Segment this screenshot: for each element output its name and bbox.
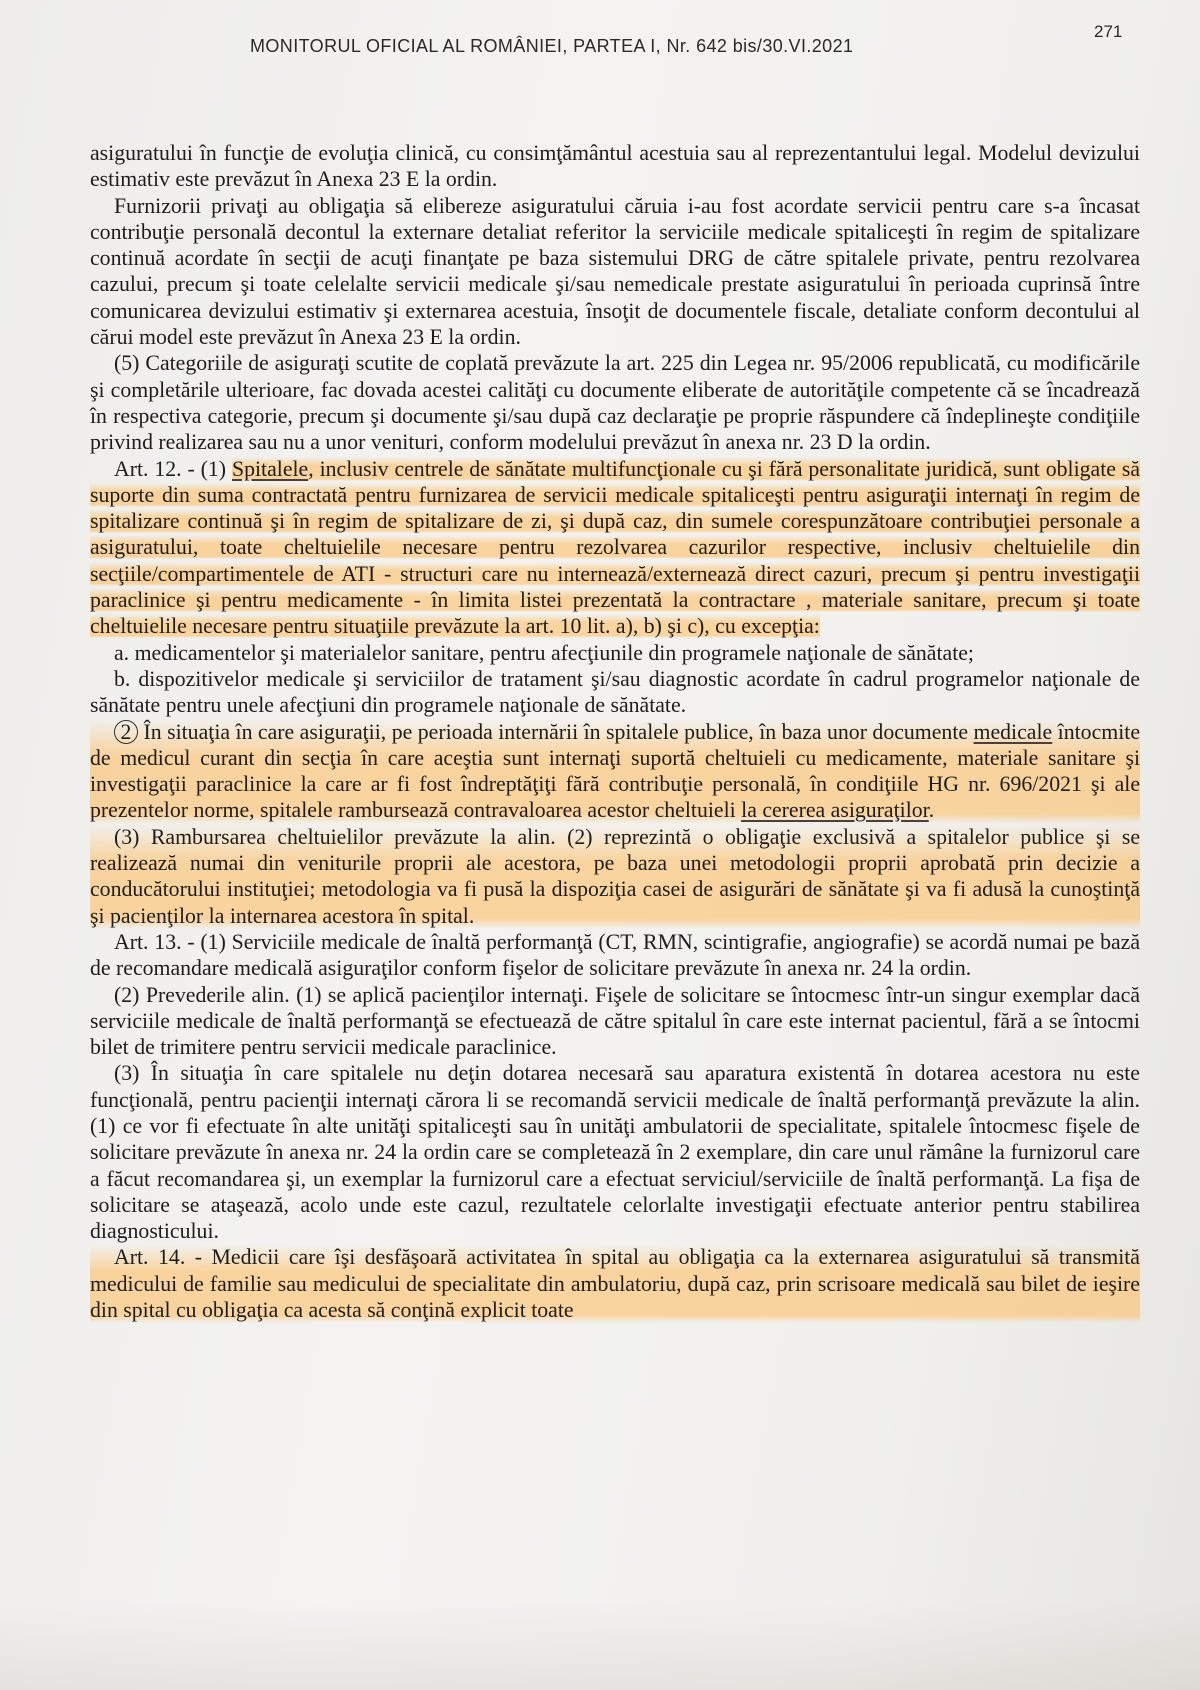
article-13-paragraph-1: Art. 13. - (1) Serviciile medicale de înaltă performanţă (CT, RMN, scintigrafie, angiografie) se acordă numai pe bază de recomandare medicală asiguraţilor conform fişelor de solicitare prevăzute în anexa nr. 24 la ordin.	[90, 929, 1140, 981]
article-12-paragraph-2	[90, 719, 1140, 824]
paragraph-text: întocmite de medicul curant din secţia în care aceştia sunt internaţi suportă cheltuieli cu medicamente, materiale sanitare şi investigaţii paraclinice la care ar fi fost îndreptăţiţi fără contribuţie personală, în condiţiile HG nr. 696/2021 şi ale prezentelor norme, spitalele rambursează contravaloarea acestor cheltuieli	[90, 719, 1140, 823]
article-13-paragraph-3: (3) În situaţia în care spitalele nu deţin dotarea necesară sau aparatura existentă în dotarea acestora nu este funcţională, pentru pacienţii internaţi cărora li se recomandă servicii medicale de înaltă performanţă prevăzute la alin. (1) ce vor fi efectuate în alte unităţi spitaliceşti sau în unităţi ambulatorii de specialitate, spitalele întocmesc fişele de solicitare prevăzute în anexa nr. 24 la ordin care se completează în 2 exemplare, din care unul rămâne la furnizorul care a făcut recomandarea şi, un exemplar la furnizorul care a efectuat serviciul/serviciile de înaltă performanţă. La fişa de solicitare se ataşează, acolo unde este cazul, rezultatele celorlalte investigaţii efectuate anterior pentru stabilirea diagnosticului.	[90, 1061, 1140, 1244]
page-header	[0, 22, 1200, 62]
underlined-text: la cererea asiguraţilor	[741, 798, 929, 823]
underlined-text: medicale	[973, 719, 1053, 744]
highlighted-text: , inclusiv centrele de sănătate multifuncţionale cu şi fără personalitate juridică, sunt obligate să suporte din suma contractată pentru furnizarea de servicii medicale spitaliceşti pentru asiguraţii internaţi în regim de spitalizare continuă şi în regim de spitalizare de zi, şi după caz, din sumele corespunzătoare contribuţiei personale a asiguratului, toate cheltuielile necesare pentru rezolvarea cazurilor respective, inclusiv cheltuielile din secţiile/compartimentele de ATI - structuri care nu internează/externează direct cazuri, precum şi pentru investigaţii paraclinice şi pentru medicamente - în limita listei prezentată la contractare , materiale sanitare, precum şi toate cheltuielile necesare pentru situaţiile prevăzute la art. 10 lit. a), b) şi c), cu excepţia:	[90, 456, 1140, 639]
article-13-paragraph-2: (2) Prevederile alin. (1) se aplică pacienţilor internaţi. Fişele de solicitare se întocmesc într-un singur exemplar dacă serviciile medicale de înaltă performanţă se efectuează de către spitalul în care este internat pacientul, fără a se întocmi bilet de trimitere pentru servicii medicale paraclinice.	[90, 982, 1140, 1060]
list-item-a: a. medicamentelor şi materialelor sanitare, pentru afecţiunile din programele naţionale de sănătate;	[114, 640, 974, 665]
paragraph: Furnizorii privaţi au obligaţia să elibereze asiguratului căruia i-au fost acordate servicii pentru care s-a încasat contribuţie personală decontul la externare detaliat referitor la serviciile medicale spitaliceşti în regim de spitalizare continuă acordate în secţii de acuţi finanţate pe baza sistemului DRG de către spitalele private, pentru rezolvarea cazului, precum şi toate celelalte servicii medicale şi/sau nemedicale prestate asiguratului în perioada cuprinsă între comunicarea devizului estimativ şi externarea acestuia, însoţit de documentele fiscale, detaliate conform decontului al cărui model este prevăzut în Anexa 23 E la ordin.	[90, 193, 1140, 350]
article-14-paragraph-1: Art. 14. - Medicii care îşi desfăşoară activitatea în spital au obligaţia ca la externarea asiguratului să transmită medicului de familie sau medicului de specialitate din ambulatoriu, după caz, prin scrisoare medicală sau bilet de ieşire din spital cu obligaţia ca acesta să conţină explicit toate	[90, 1245, 1140, 1323]
article-12-paragraph-1	[90, 456, 1140, 640]
article-12-paragraph-3: (3) Rambursarea cheltuielilor prevăzute la alin. (2) reprezintă o obligaţie exclusivă a spitalelor publice şi se realizează numai din veniturile proprii ale acestora, pe baza unei metodologii proprii aprobată prin decizie a conducătorului instituţiei; metodologia va fi pusă la dispoziţia casei de asigurări de sănătate şi va fi adusă la cunoştinţă şi pacienţilor la internarea acestora în spital.	[90, 824, 1140, 928]
paragraph: asiguratului în funcţie de evoluţia clinică, cu consimţământul acestuia sau al reprezentantului legal. Modelul devizului estimativ este prevăzut în Anexa 23 E la ordin.	[90, 141, 1140, 192]
publication-title: MONITORUL OFICIAL AL ROMÂNIEI, PARTEA I, Nr. 642 bis/30.VI.2021	[250, 36, 854, 56]
list-item-b: b. dispozitivelor medicale şi serviciilor de tratament şi/sau diagnostic acordate în cadrul programelor naţionale de sănătate pentru unele afecţiuni din programele naţionale de sănătate.	[90, 666, 1140, 718]
document-body	[90, 140, 1140, 1323]
article-heading: Art. 12. - (1)	[114, 456, 232, 481]
page-number: 271	[1094, 22, 1123, 41]
paragraph-text: .	[928, 798, 935, 823]
page-shadow	[0, 1600, 1200, 1690]
paragraph: (5) Categoriile de asiguraţi scutite de coplată prevăzute la art. 225 din Legea nr. 95/2006 republicată, cu modificările şi completările ulterioare, fac dovada acestei calităţi cu documente eliberate de autorităţile competente că se încadrează în respectiva categorie, precum şi documente şi/sau după caz declaraţie pe proprie răspundere că îndeplineşte condiţiile privind realizarea sau nu a unor venituri, conform modelului prevăzut în anexa nr. 23 D la ordin.	[90, 351, 1140, 455]
paragraph-text: În situaţia în care asiguraţii, pe perioada internării în spitalele publice, în baza unor documente	[138, 719, 974, 744]
circled-number: 2	[114, 720, 138, 744]
highlighted-text: Spitalele	[231, 456, 309, 481]
